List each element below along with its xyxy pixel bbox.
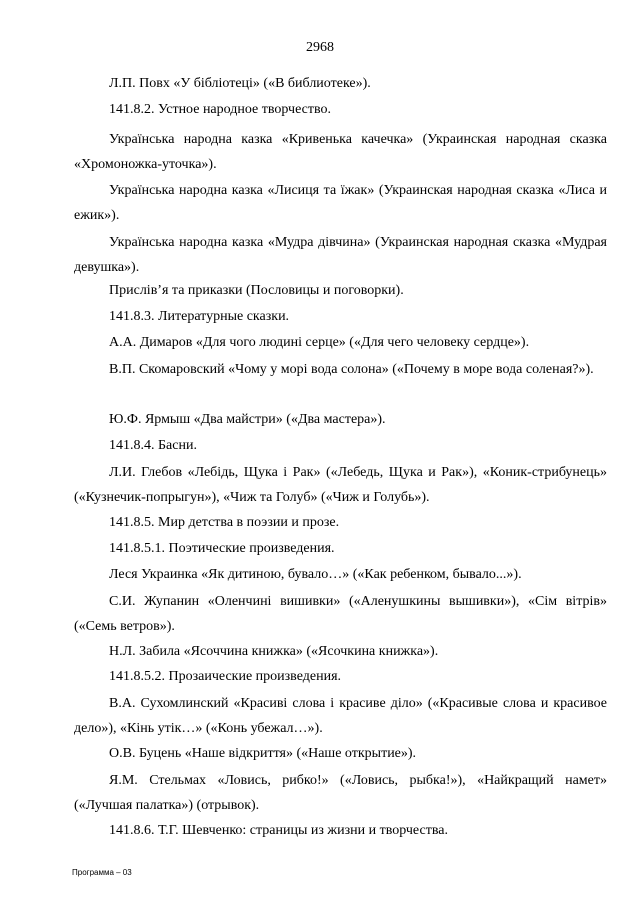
paragraph-skomarovsky: В.П. Скомаровский «Чому у морі вода солона» («Почему в море вода соленая?»). [109, 362, 594, 377]
paragraph-kryvenka-kachechka: Українська народна казка «Кривенька качечка» (Украинская народная сказка «Хромоножка-уточка»). [74, 132, 607, 172]
paragraph-butsen: О.В. Буцень «Наше відкриття» («Наше открытие»). [109, 746, 417, 761]
section-heading-141-8-6: 141.8.6. Т.Г. Шевченко: страницы из жизни и творчества. [109, 823, 448, 838]
paragraph-yarmysh: Ю.Ф. Ярмыш «Два майстри» («Два мастера»). [109, 412, 386, 427]
paragraph-lysytsia-ta-yizhak: Українська народна казка «Лисиця та їжак» (Украинская народная сказка «Лиса и ежик»). [74, 183, 607, 223]
paragraph-zhupanin: С.И. Жупанин «Оленчині вишивки» («Аленушкины вышивки»), «Сім вітрів» («Семь ветров»). [74, 594, 607, 634]
paragraph-lesya-ukrainka: Леся Украинка «Як дитиною, бувало…» («Как ребенком, бывало...»). [109, 567, 522, 582]
paragraph-sukhomlinsky: В.А. Сухомлинский «Красиві слова і красиве діло» («Красивые слова и красивое дело»), «Кінь утік…» («Конь убежал…»). [74, 696, 607, 736]
paragraph-dymarov: А.А. Димаров «Для чого людині серце» («Для чего человеку сердце»). [109, 335, 530, 350]
paragraph-glebov: Л.И. Глебов «Лебідь, Щука і Рак» («Лебедь, Щука и Рак»), «Коник-стрибунець» («Кузнечик-попрыгун»), «Чиж та Голуб» («Чиж и Голубь»). [74, 465, 607, 505]
paragraph-povh: Л.П. Повх «У бібліотеці» («В библиотеке»). [109, 76, 371, 91]
section-heading-141-8-2: 141.8.2. Устное народное творчество. [109, 102, 331, 117]
section-heading-141-8-5: 141.8.5. Мир детства в поэзии и прозе. [109, 515, 340, 530]
paragraph-mudra-divchyna: Українська народна казка «Мудра дівчина» (Украинская народная сказка «Мудрая девушка»). [74, 235, 607, 275]
section-heading-141-8-3: 141.8.3. Литературные сказки. [109, 309, 290, 324]
paragraph-zabila: Н.Л. Забила «Ясоччина книжка» («Ясочкина книжка»). [109, 644, 439, 659]
section-heading-141-8-5-1: 141.8.5.1. Поэтические произведения. [109, 541, 335, 556]
page-footer: Программа – 03 [72, 868, 132, 877]
section-heading-141-8-4: 141.8.4. Басни. [109, 438, 197, 453]
paragraph-proverbs: Прислів’я та приказки (Пословицы и поговорки). [109, 283, 404, 298]
page-number: 2968 [306, 40, 334, 55]
paragraph-stelmakh: Я.М. Стельмах «Ловись, рибко!» («Ловись, рыбка!»), «Найкращий намет» («Лучшая палатка») (отрывок). [74, 773, 607, 813]
section-heading-141-8-5-2: 141.8.5.2. Прозаические произведения. [109, 669, 342, 684]
